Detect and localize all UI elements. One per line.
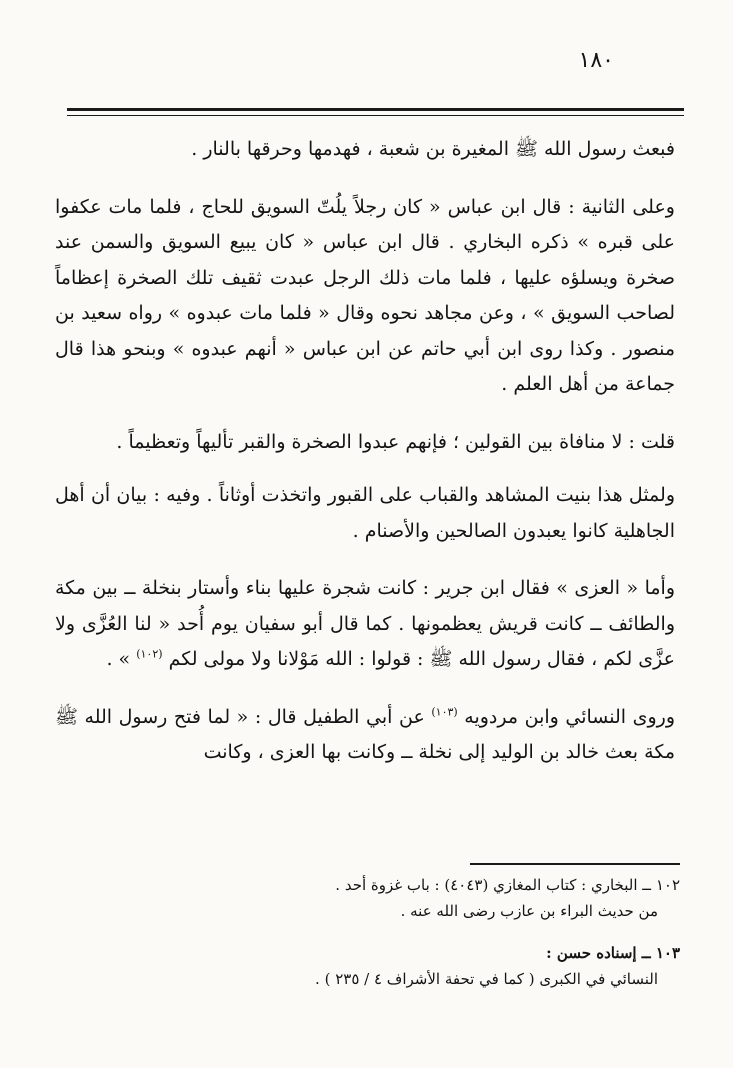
header-rule-thin bbox=[67, 115, 684, 116]
paragraph-2: وعلى الثانية : قال ابن عباس « كان رجلاً يلُتّ السويق للحاج ، فلما مات عكفوا على قبره » ذكره البخاري . قال ابن عباس « كان يبيع السويق والسمن عند صخرة ويسلؤه عليها ، فلما مات ذلك الرجل عبدت ثقيف تلك الصخرة إعظاماً لصاحب السويق » ، وعن مجاهد نحوه وقال « فلما مات عبدوه » رواه سعيد بن منصور . وكذا روى ابن أبي حاتم عن ابن عباس « أنهم عبدوه » وبنحو هذا قال جماعة من أهل العلم . bbox=[55, 195, 675, 395]
paragraph-6-rest: عن أبي الطفيل قال : « لما فتح رسول الله ﷺ مكة بعث خالد بن الوليد إلى نخلة ــ وكانت بها العزى ، وكانت bbox=[55, 705, 675, 763]
paragraph-6 bbox=[55, 700, 675, 771]
footnote-ref-102: (١٠٢) bbox=[136, 647, 163, 661]
paragraph-5 bbox=[55, 571, 675, 678]
paragraph-1: فبعث رسول الله ﷺ المغيرة بن شعبة ، فهدمها وحرقها بالنار . bbox=[191, 138, 675, 160]
header-rule-thick bbox=[67, 108, 684, 111]
footnote-103-line2: النسائي في الكبرى ( كما في تحفة الأشراف ٤ / ٢٣٥ ) . bbox=[315, 970, 658, 988]
paragraph-3: قلت : لا منافاة بين القولين ؛ فإنهم عبدوا الصخرة والقبر تأليهاً وتعظيماً . bbox=[116, 430, 675, 453]
footnote-ref-103: (١٠٣) bbox=[431, 705, 458, 719]
footnote-rule bbox=[470, 863, 680, 865]
paragraph-4: ولمثل هذا بنيت المشاهد والقباب على القبور واتخذت أوثاناً . وفيه : بيان أن أهل الجاهلية كانوا يعبدون الصالحين والأصنام . bbox=[55, 484, 675, 542]
footnote-103-line1: ١٠٣ ــ إسناده حسن : bbox=[546, 944, 680, 962]
paragraph-6-start: وروى النسائي وابن مردويه bbox=[464, 705, 676, 728]
footnote-102-line1: ١٠٢ ــ البخاري : كتاب المغازي (٤٠٤٣) : باب غزوة أحد . bbox=[335, 876, 680, 894]
body-text bbox=[55, 132, 675, 771]
paragraph-5-text: وأما « العزى » فقال ابن جرير : كانت شجرة عليها بناء وأستار بنخلة ــ بين مكة والطائف ــ كانت قريش يعظمونها . كما قال أبو سفيان يوم أُحد « لنا العُزَّى ولا عزَّى لكم ، فقال رسول الله ﷺ : قولوا : الله مَوْلانا ولا مولى لكم bbox=[55, 577, 675, 670]
page-number: ١٨٠ bbox=[578, 48, 614, 73]
footnotes bbox=[130, 872, 680, 992]
paragraph-5-close: » . bbox=[106, 648, 131, 670]
footnote-102-line2: من حديث البراء بن عازب رضى الله عنه . bbox=[400, 902, 658, 920]
